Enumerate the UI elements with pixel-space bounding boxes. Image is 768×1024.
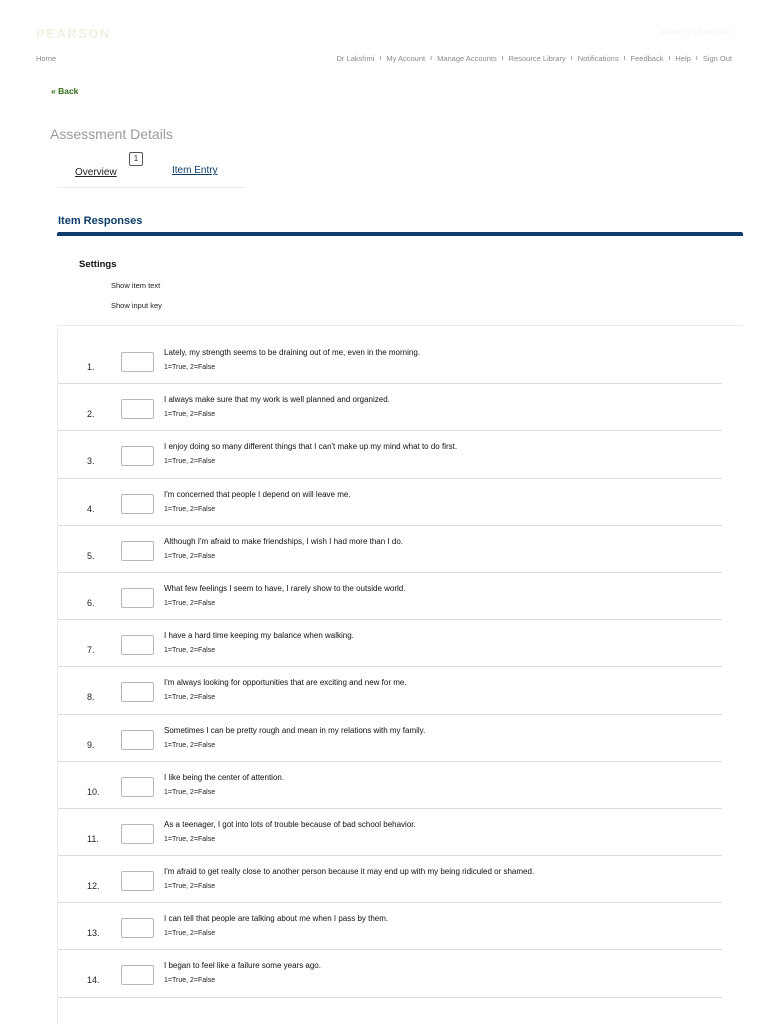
item-list [58,337,722,998]
tab-item-entry[interactable]: Item Entry [172,165,218,176]
item-response-input[interactable] [121,824,154,844]
item-row [58,384,722,431]
show-item-text-toggle[interactable]: Show item text [111,281,161,290]
settings-title: Settings [79,259,117,270]
item-input-key: 1=True, 2=False [164,835,216,843]
item-row [58,526,722,573]
item-row [58,431,722,478]
item-input-key: 1=True, 2=False [164,741,216,749]
item-row [58,762,722,809]
section-title: Item Responses [58,215,143,227]
item-input-key: 1=True, 2=False [164,788,216,796]
item-text: I enjoy doing so many different things that I can't make up my mind what to do first. [164,442,458,452]
item-row [58,479,722,526]
nav-separator: ı [570,55,573,62]
item-response-input[interactable] [121,541,154,561]
item-response-input[interactable] [121,965,154,985]
item-input-key: 1=True, 2=False [164,694,216,702]
item-number: 13. [87,928,100,939]
item-response-input[interactable] [121,635,154,655]
item-input-key: 1=True, 2=False [164,647,216,655]
item-row [58,337,722,384]
item-number: 5. [87,550,95,561]
nav-separator: ı [430,55,433,62]
item-number: 3. [87,456,95,467]
item-input-key: 1=True, 2=False [164,599,216,607]
item-number: 10. [87,786,100,797]
nav-separator: ı [623,55,626,62]
item-response-input[interactable] [121,918,154,938]
item-row [58,667,722,714]
item-input-key: 1=True, 2=False [164,883,216,891]
item-row [58,950,722,997]
show-input-key-toggle[interactable]: Show input key [111,301,162,310]
nav-separator: ı [668,55,671,62]
item-input-key: 1=True, 2=False [164,552,216,560]
nav-separator: ı [501,55,504,62]
item-text: I can tell that people are talking about me when I pass by them. [164,914,389,924]
item-row [58,903,722,950]
nav-link-user[interactable]: Dr Lakshmi [336,54,375,63]
top-nav [0,53,768,67]
nav-link-manage-accounts[interactable]: Manage Accounts [437,54,497,63]
nav-link-my-account[interactable]: My Account [386,54,426,63]
item-response-input[interactable] [121,777,154,797]
item-text: I'm always looking for opportunities that are exciting and new for me. [164,678,407,688]
item-text: Sometimes I can be pretty rough and mean in my relations with my family. [164,725,426,735]
nav-home-link[interactable]: Home [36,54,57,63]
item-text: I'm afraid to get really close to another person because it may end up with my being ridiculed or shamed. [164,867,535,877]
item-row [58,715,722,762]
item-text: As a teenager, I got into lots of trouble because of bad school behavior. [164,819,416,829]
item-text: I have a hard time keeping my balance when walking. [164,631,354,641]
item-number: 4. [87,503,95,514]
item-response-input[interactable] [121,871,154,891]
item-text: What few feelings I seem to have, I rarely show to the outside world. [164,583,406,593]
item-text: Lately, my strength seems to be draining out of me, even in the morning. [164,348,420,357]
back-link[interactable]: « Back [51,86,79,96]
item-number: 14. [87,975,100,986]
item-text: I began to feel like a failure some years ago. [164,961,321,971]
item-number: 1. [87,362,95,372]
item-number: 8. [87,692,95,703]
item-response-input[interactable] [121,730,154,750]
item-text: Although I'm afraid to make friendships, I wish I had more than I do. [164,536,403,546]
item-number: 2. [87,409,95,420]
nav-separator: ı [379,55,382,62]
nav-link-feedback[interactable]: Feedback [630,54,664,63]
item-response-input[interactable] [121,446,154,466]
item-input-key: 1=True, 2=False [164,977,216,985]
item-response-input[interactable] [121,588,154,608]
tagline: ALWAYS LEARNING [660,30,732,36]
nav-links [336,54,732,63]
assessment-tabs [57,152,245,188]
item-row [58,573,722,620]
item-list-panel [57,330,743,1024]
item-text: I'm concerned that people I depend on will leave me. [164,489,351,499]
item-row [58,620,722,667]
nav-link-sign-out[interactable]: Sign Out [702,54,732,63]
item-input-key: 1=True, 2=False [164,458,216,466]
item-input-key: 1=True, 2=False [164,364,216,371]
item-response-input[interactable] [121,352,154,372]
item-row [58,809,722,856]
nav-link-resource-library[interactable]: Resource Library [508,54,566,63]
page-title: Assessment Details [50,126,173,142]
item-number: 12. [87,881,100,892]
item-response-input[interactable] [121,682,154,702]
item-number: 6. [87,597,95,608]
item-text: I always make sure that my work is well planned and organized. [164,395,390,405]
pearson-logo[interactable]: PEARSON [36,26,111,41]
item-response-input[interactable] [121,494,154,514]
item-text: I like being the center of attention. [164,772,285,782]
nav-link-help[interactable]: Help [675,54,691,63]
tab-badge: 1 [129,152,143,166]
item-number: 11. [87,833,99,844]
item-response-input[interactable] [121,399,154,419]
item-number: 9. [87,739,95,750]
top-banner [0,0,768,50]
item-number: 7. [87,645,95,656]
section-divider [57,232,743,236]
item-input-key: 1=True, 2=False [164,505,216,513]
item-row [58,856,722,903]
nav-separator: ı [695,55,698,62]
settings-panel [57,248,743,326]
nav-link-notifications[interactable]: Notifications [577,54,619,63]
item-input-key: 1=True, 2=False [164,411,216,419]
tab-overview[interactable]: Overview [75,167,117,178]
item-input-key: 1=True, 2=False [164,930,216,938]
